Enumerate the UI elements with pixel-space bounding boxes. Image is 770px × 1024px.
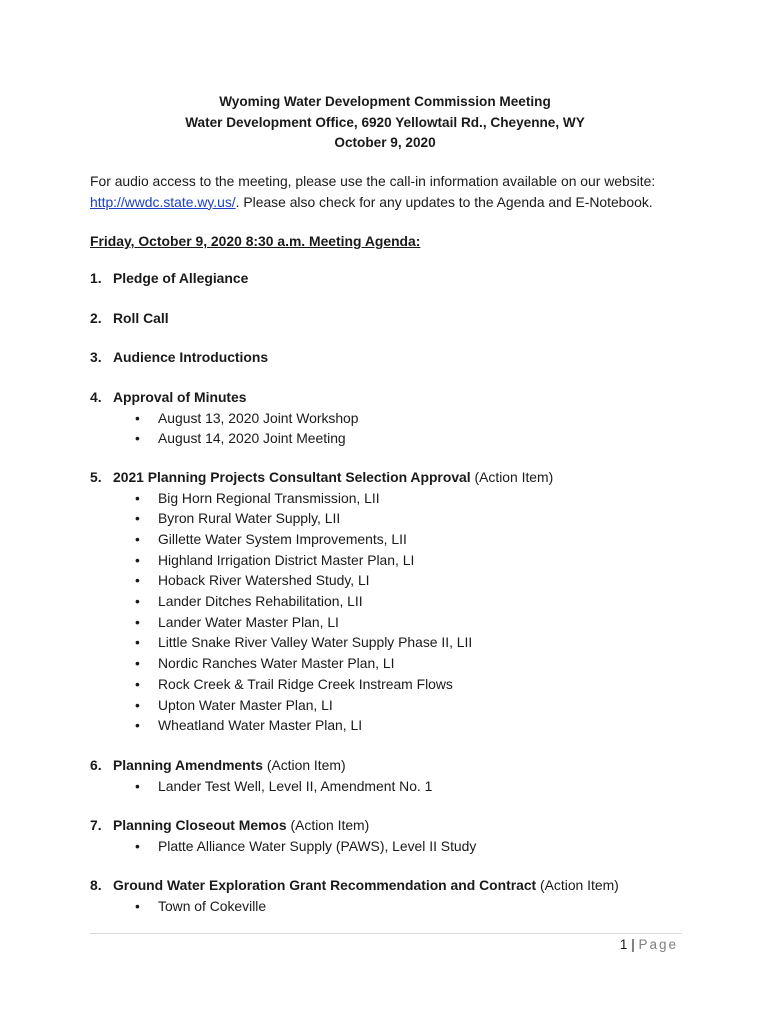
agenda-item-label: Pledge of Allegiance	[113, 270, 249, 286]
sub-item-text: Lander Ditches Rehabilitation, LII	[158, 593, 363, 610]
agenda-item-number: 1.	[90, 270, 102, 286]
agenda-item-label: Planning Amendments	[113, 757, 263, 773]
sub-item-text: Highland Irrigation District Master Plan, LI	[158, 551, 415, 568]
agenda-item-label: Ground Water Exploration Grant Recommendation and Contract	[113, 877, 537, 893]
bullet-icon: •	[135, 655, 140, 672]
agenda-item-label: Approval of Minutes	[113, 389, 247, 405]
sub-item-text: Little Snake River Valley Water Supply Phase II, LII	[158, 634, 473, 651]
sub-item-text: Nordic Ranches Water Master Plan, LI	[158, 655, 395, 672]
bullet-icon: •	[135, 489, 140, 506]
bullet-icon: •	[135, 551, 140, 568]
agenda-item-number: 8.	[90, 877, 102, 893]
bullet-icon: •	[135, 777, 140, 794]
sub-item	[130, 632, 690, 653]
sub-item-text: Platte Alliance Water Supply (PAWS), Level II Study	[158, 837, 477, 854]
agenda-item	[90, 875, 690, 916]
agenda-item-label: Planning Closeout Memos	[113, 817, 287, 833]
agenda-item	[90, 308, 690, 329]
agenda-item-label: Audience Introductions	[113, 349, 269, 365]
intro-paragraph	[90, 171, 690, 212]
sub-item	[130, 715, 690, 736]
sub-item-text: Lander Test Well, Level II, Amendment No. 1	[158, 777, 433, 794]
sub-item	[130, 836, 690, 857]
meeting-location: Water Development Office, 6920 Yellowtail Rd., Cheyenne, WY	[185, 114, 585, 130]
sub-item	[130, 408, 690, 429]
sub-item-text: August 13, 2020 Joint Workshop	[158, 409, 359, 426]
agenda-item-title	[90, 347, 690, 368]
sub-item-list	[90, 836, 690, 857]
footer-separator: |	[631, 937, 635, 952]
sub-item-text: August 14, 2020 Joint Meeting	[158, 430, 346, 447]
sub-item	[130, 529, 690, 550]
bullet-icon: •	[135, 430, 140, 447]
sub-item	[130, 570, 690, 591]
bullet-icon: •	[135, 409, 140, 426]
bullet-icon: •	[135, 572, 140, 589]
sub-item-text: Town of Cokeville	[158, 897, 267, 914]
bullet-icon: •	[135, 897, 140, 914]
agenda-item-title	[90, 875, 690, 896]
sub-item-list	[90, 896, 690, 917]
sub-item-text: Hoback River Watershed Study, LI	[158, 572, 370, 589]
bullet-icon: •	[135, 613, 140, 630]
sub-item-list	[90, 408, 690, 449]
agenda-item-number: 3.	[90, 349, 102, 365]
agenda-item-title	[90, 308, 690, 329]
agenda-item	[90, 387, 690, 449]
sub-item	[130, 550, 690, 571]
sub-item	[130, 508, 690, 529]
intro-text: For audio access to the meeting, please use the call-in information available on our website:	[90, 173, 656, 189]
sub-item	[130, 488, 690, 509]
sub-item-text: Wheatland Water Master Plan, LI	[158, 717, 363, 734]
sub-item-text: Big Horn Regional Transmission, LII	[158, 489, 380, 506]
sub-item	[130, 591, 690, 612]
document-header	[0, 92, 770, 154]
action-item-note: (Action Item)	[470, 469, 554, 485]
agenda-item-label: Roll Call	[113, 310, 169, 326]
agenda-item-title	[90, 467, 690, 488]
footer-divider	[90, 933, 682, 934]
agenda-item-title	[90, 815, 690, 836]
agenda-item-number: 7.	[90, 817, 102, 833]
action-item-note: (Action Item)	[286, 817, 370, 833]
page-number: 1	[619, 937, 628, 952]
agenda-item-number: 5.	[90, 469, 102, 485]
page-label: Page	[638, 937, 678, 952]
intro-text-continued: . Please also check for any updates to the Agenda and E-Notebook.	[235, 193, 653, 210]
agenda-item-title	[90, 755, 690, 776]
sub-item	[130, 695, 690, 716]
agenda-item-number: 4.	[90, 389, 102, 405]
agenda-item-title	[90, 268, 690, 289]
agenda-item	[90, 268, 690, 289]
sub-item	[130, 612, 690, 633]
agenda-item-label: 2021 Planning Projects Consultant Selection Approval	[113, 469, 471, 485]
agenda-item-number: 6.	[90, 757, 102, 773]
sub-item-list	[90, 488, 690, 736]
bullet-icon: •	[135, 530, 140, 547]
bullet-icon: •	[135, 675, 140, 692]
sub-item-text: Byron Rural Water Supply, LII	[158, 510, 341, 527]
sub-item	[130, 653, 690, 674]
sub-item	[130, 428, 690, 449]
page-footer	[620, 935, 678, 955]
website-link[interactable]: http://wwdc.state.wy.us/	[90, 193, 236, 210]
meeting-date: October 9, 2020	[334, 135, 436, 150]
sub-item-text: Rock Creek & Trail Ridge Creek Instream Flows	[158, 675, 453, 692]
sub-item	[130, 776, 690, 797]
bullet-icon: •	[135, 634, 140, 651]
sub-item	[130, 896, 690, 917]
agenda-item-title	[90, 387, 690, 408]
bullet-icon: •	[135, 837, 140, 854]
agenda-heading: Friday, October 9, 2020 8:30 a.m. Meeting Agenda:	[90, 233, 421, 249]
agenda-item	[90, 755, 690, 796]
agenda-item	[90, 467, 690, 736]
action-item-note: (Action Item)	[536, 877, 619, 893]
sub-item-text: Lander Water Master Plan, LI	[158, 613, 339, 630]
agenda-item	[90, 815, 690, 856]
sub-item-list	[90, 776, 690, 797]
bullet-icon: •	[135, 717, 140, 734]
bullet-icon: •	[135, 696, 140, 713]
agenda-item	[90, 347, 690, 368]
bullet-icon: •	[135, 510, 140, 527]
bullet-icon: •	[135, 593, 140, 610]
sub-item	[130, 674, 690, 695]
meeting-title: Wyoming Water Development Commission Meeting	[219, 94, 551, 109]
sub-item-text: Gillette Water System Improvements, LII	[158, 530, 407, 547]
sub-item-text: Upton Water Master Plan, LI	[158, 696, 333, 713]
action-item-note: (Action Item)	[262, 757, 346, 773]
agenda-item-number: 2.	[90, 310, 102, 326]
